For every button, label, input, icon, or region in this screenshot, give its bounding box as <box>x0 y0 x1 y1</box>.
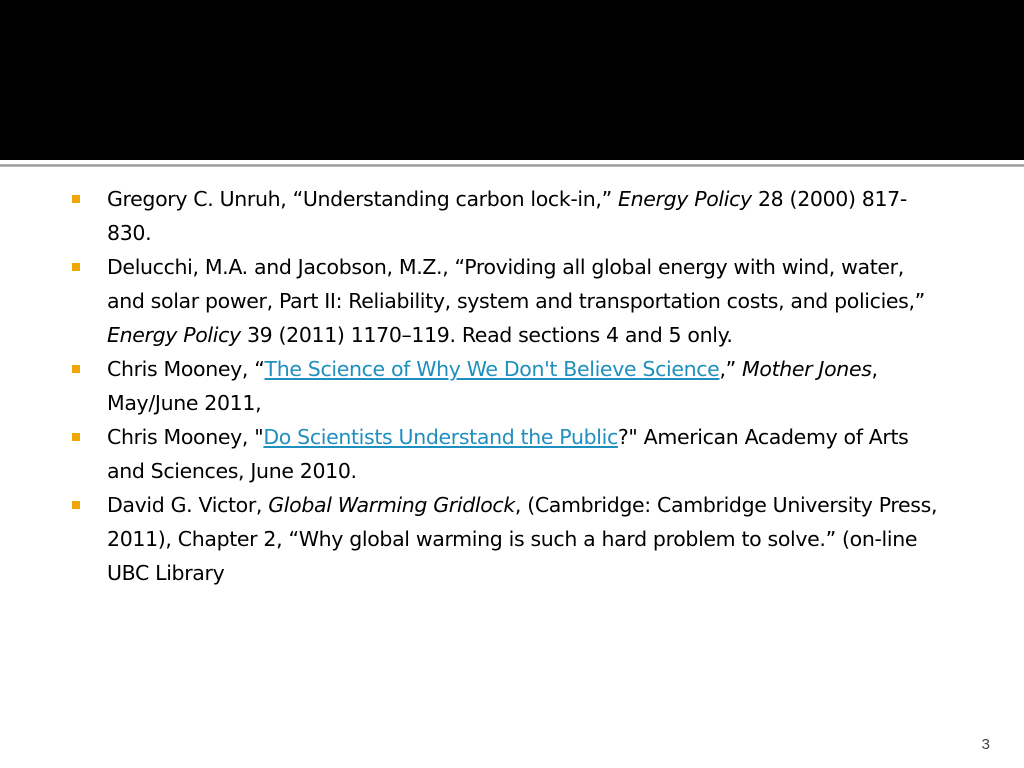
book-title: Global Warming Gridlock <box>268 493 515 517</box>
reference-text: ?" American Academy of Arts and Sciences, June 2010. <box>107 425 909 483</box>
reference-text: Chris Mooney, “ <box>107 357 265 381</box>
reference-item-mooney-public <box>72 420 942 488</box>
reference-item-unruh <box>72 182 942 250</box>
square-bullet-icon <box>72 433 80 441</box>
reference-text: ,” <box>719 357 743 381</box>
reference-text: 39 (2011) 1170–119. Read sections 4 and 5 only. <box>240 323 733 347</box>
reference-text: Chris Mooney, " <box>107 425 264 449</box>
square-bullet-icon <box>72 195 80 203</box>
reference-list <box>72 182 942 590</box>
square-bullet-icon <box>72 501 80 509</box>
reference-text: 28 (2000) 817-830. <box>107 187 907 245</box>
reference-text: Delucchi, M.A. and Jacobson, M.Z., “Providing all global energy with wind, water, and solar power, Part II: Reliability, system and transportation costs, and policies,” <box>107 255 925 313</box>
title-divider <box>0 164 1024 167</box>
square-bullet-icon <box>72 365 80 373</box>
title-band <box>0 0 1024 160</box>
reference-item-mooney-science <box>72 352 942 420</box>
reference-text: David G. Victor, <box>107 493 269 517</box>
square-bullet-icon <box>72 263 80 271</box>
reference-item-delucchi-jacobson <box>72 250 942 352</box>
reference-text: , May/June 2011, <box>107 357 878 415</box>
link-science-of-why[interactable]: The Science of Why We Don't Believe Science <box>264 357 720 381</box>
journal-title: Energy Policy <box>107 323 241 347</box>
reference-text: , (Cambridge: Cambridge University Press, 2011), Chapter 2, “Why global warming is such a hard problem to solve.” (on-line UBC Library <box>107 493 938 585</box>
reference-text: Gregory C. Unruh, “Understanding carbon lock-in,” <box>107 187 619 211</box>
journal-title: Mother Jones <box>742 357 872 381</box>
journal-title: Energy Policy <box>618 187 752 211</box>
link-do-scientists-understand[interactable]: Do Scientists Understand the Public <box>263 425 618 449</box>
page-number: 3 <box>981 736 990 753</box>
reference-item-victor <box>72 488 942 590</box>
